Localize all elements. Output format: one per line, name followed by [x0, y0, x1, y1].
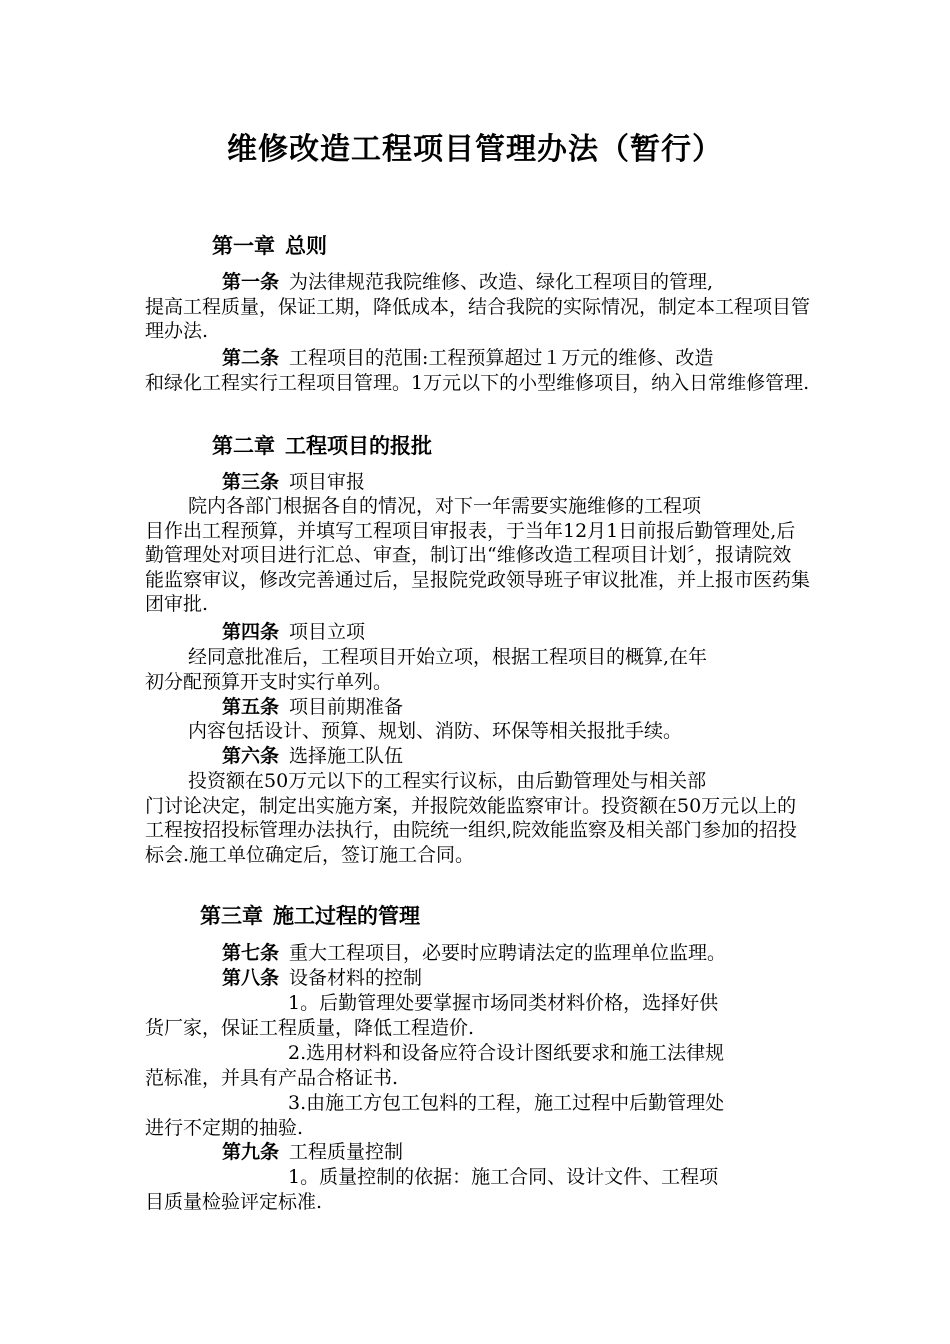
article-9-title: 工程质量控制: [289, 1141, 404, 1163]
article-8-item-3-body: 进行不定期的抽验.: [145, 1116, 304, 1139]
article-1-body: 提高工程质量，保证工期，降低成本，结合我院的实际情况，制定本工程项目管理办法.: [145, 295, 811, 342]
chapter-3-heading: [200, 902, 420, 930]
article-9-item-1-body: 目质量检验评定标准.: [145, 1190, 323, 1213]
article-3-label: 第三条: [222, 471, 280, 493]
article-2-first-line: 工程项目的范围:工程预算超过１万元的维修、改造: [289, 347, 714, 369]
article-2-label: 第二条: [222, 347, 280, 369]
article-4-heading: [222, 620, 365, 645]
article-8-item-1-first-line: 1。后勤管理处要掌握市场同类材料价格，选择好供: [288, 992, 719, 1014]
article-4-body: 初分配预算开支时实行单列。: [145, 670, 393, 693]
chapter-2-number: 第二章: [212, 434, 275, 458]
article-7-text: 重大工程项目，必要时应聘请法定的监理单位监理。: [289, 942, 727, 964]
article-9-label: 第九条: [222, 1141, 280, 1163]
document-title: 维修改造工程项目管理办法（暂行）: [227, 132, 723, 167]
article-8-item-2-body: 范标准，并具有产品合格证书.: [145, 1066, 399, 1089]
article-8-title: 设备材料的控制: [289, 967, 423, 989]
article-6-body: 门讨论决定，制定出实施方案，并报院效能监察审计。投资额在50万元以上的工程按招投标管理办法执行，由院统一组织,院效能监察及相关部门参加的招投标会.施工单位确定后，签订施工合同。: [145, 794, 798, 866]
article-5-title: 项目前期准备: [289, 696, 404, 718]
article-5-paragraph: [145, 719, 810, 744]
article-5-first-line: 内容包括设计、预算、规划、消防、环保等相关报批手续。: [188, 720, 683, 742]
chapter-2-name: 工程项目的报批: [285, 434, 432, 458]
chapter-1-number: 第一章: [212, 234, 275, 258]
article-1-label: 第一条: [222, 271, 280, 293]
article-8-item-2: [145, 1041, 810, 1090]
article-3-title: 项目审报: [289, 471, 366, 493]
article-5-label: 第五条: [222, 696, 280, 718]
article-2-body: 和绿化工程实行工程项目管理。1万元以下的小型维修项目，纳入日常维修管理.: [145, 371, 810, 394]
article-6-first-line: 投资额在50万元以下的工程实行议标，由后勤管理处与相关部: [188, 770, 707, 792]
article-6-title: 选择施工队伍: [289, 745, 404, 767]
article-7: [222, 941, 726, 966]
chapter-2-heading: [212, 432, 432, 460]
chapter-1-heading: [212, 232, 327, 260]
article-6-label: 第六条: [222, 745, 280, 767]
article-8-item-3-first-line: 3.由施工方包工包料的工程，施工过程中后勤管理处: [288, 1092, 725, 1114]
article-8-label: 第八条: [222, 967, 280, 989]
article-5-heading: [222, 695, 403, 720]
chapter-3-number: 第三章: [200, 904, 263, 928]
article-3-heading: [222, 470, 365, 495]
article-3-body: 目作出工程预算，并填写工程项目审报表，于当年12月1日前报后勤管理处,后勤管理处对项目进行汇总、审查，制订出“维修改造工程项目计划〞，报请院效能监察审议，修改完善通过后，呈报院党政领导班子审议批准，并上报市医药集团审批.: [145, 519, 811, 615]
article-9-heading: [222, 1140, 403, 1165]
article-7-label: 第七条: [222, 942, 280, 964]
article-4-first-line: 经同意批准后，工程项目开始立项，根据工程项目的概算,在年: [188, 646, 708, 668]
article-6-heading: [222, 744, 403, 769]
article-6-paragraph: [145, 769, 810, 867]
article-4-title: 项目立项: [289, 621, 366, 643]
article-2: [145, 346, 810, 395]
article-8-item-1-body: 货厂家，保证工程质量，降低工程造价.: [145, 1016, 475, 1039]
article-4-paragraph: [145, 645, 810, 694]
article-3-first-line: 院内各部门根据各自的情况，对下一年需要实施维修的工程项: [188, 495, 702, 517]
article-8-item-3: [145, 1091, 810, 1140]
article-8-item-1: [145, 991, 810, 1040]
article-8-heading: [222, 966, 422, 991]
chapter-1-name: 总则: [285, 234, 327, 258]
article-1-first-line: 为法律规范我院维修、改造、绿化工程项目的管理,: [289, 271, 714, 293]
article-9-item-1: [145, 1165, 810, 1214]
chapter-3-name: 施工过程的管理: [273, 904, 420, 928]
article-4-label: 第四条: [222, 621, 280, 643]
article-9-item-1-first-line: 1。质量控制的依据：施工合同、设计文件、工程项: [288, 1166, 719, 1188]
article-1: [145, 270, 810, 344]
article-3-paragraph: [145, 494, 810, 617]
article-8-item-2-first-line: 2.选用材料和设备应符合设计图纸要求和施工法律规: [288, 1042, 725, 1064]
